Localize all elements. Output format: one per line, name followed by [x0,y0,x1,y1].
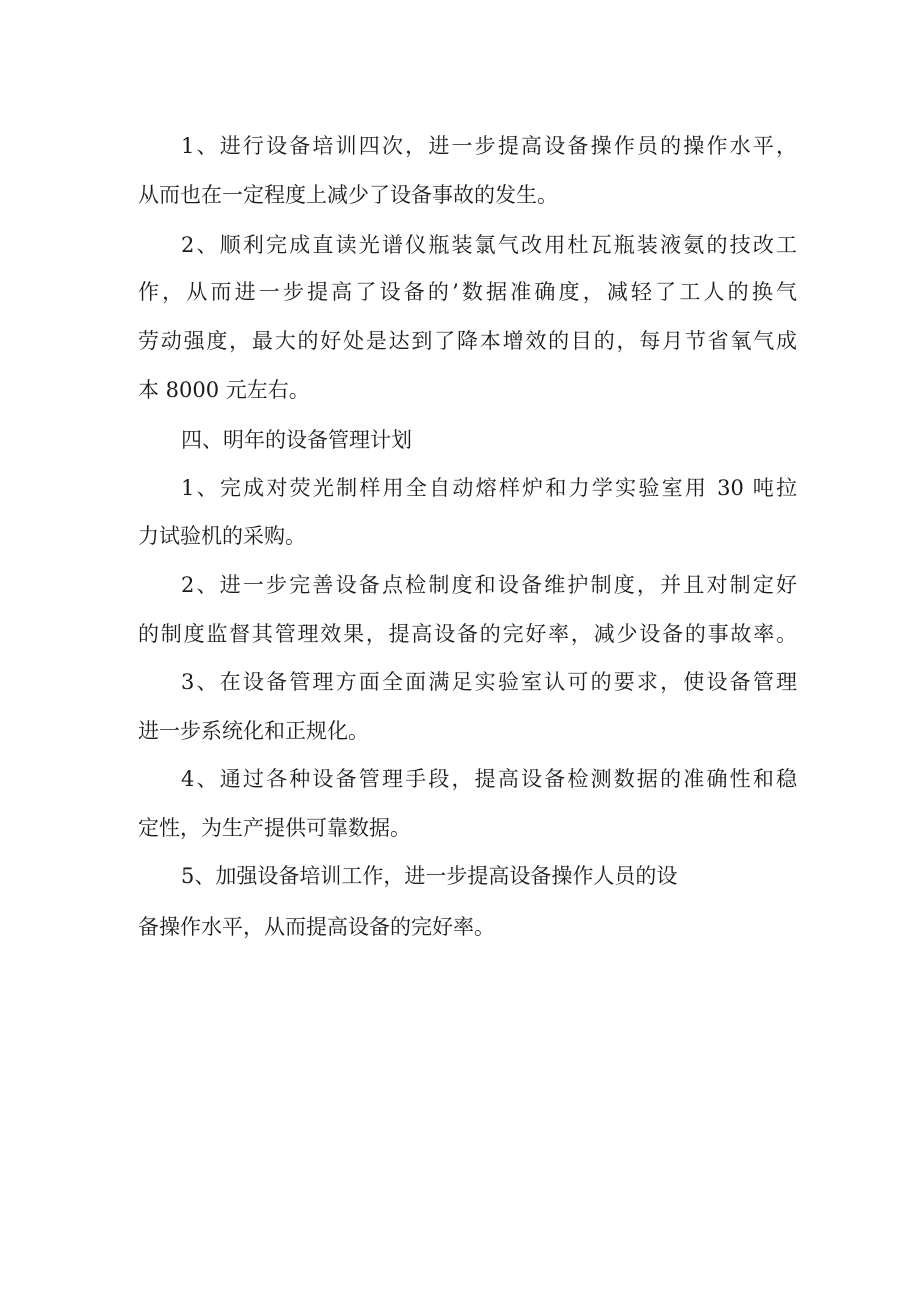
paragraph-2-line-2: 作，从而进一步提高了设备的’数据准确度，减轻了工人的换气 [138,280,797,304]
paragraph-7-line-2: 备操作水平，从而提高设备的完好率。 [138,915,495,939]
paragraph-5-line-2: 进一步系统化和正规化。 [138,719,369,743]
paragraph-4-line-2: 的制度监督其管理效果，提高设备的完好率，减少设备的事故率。 [138,622,797,646]
paragraph-2-line-1: 2、顺利完成直读光谱仪瓶装氯气改用杜瓦瓶装液氨的技改工 [181,233,797,257]
paragraph-6-line-1: 4、通过各种设备管理手段，提高设备检测数据的准确性和稳 [181,767,797,791]
paragraph-5-line-1: 3、在设备管理方面全面满足实验室认可的要求，使设备管理 [181,670,797,694]
paragraph-1-line-1: 1、进行设备培训四次，进一步提高设备操作员的操作水平， [181,134,797,158]
paragraph-6-line-2: 定性，为生产提供可靠数据。 [138,816,411,840]
paragraph-2-line-4: 本 8000 元左右。 [138,378,310,402]
paragraph-4-line-1: 2、进一步完善设备点检制度和设备维护制度，并且对制定好 [181,573,797,597]
paragraph-3-line-2: 力试验机的采购。 [138,524,306,548]
paragraph-7-line-1: 5、加强设备培训工作，进一步提高设备操作人员的设 [181,864,678,888]
section-heading: 四、明年的设备管理计划 [181,428,412,452]
paragraph-2-line-3: 劳动强度，最大的好处是达到了降本增效的目的，每月节省氧气成 [138,329,797,353]
paragraph-3-line-1: 1、完成对荧光制样用全自动熔样炉和力学实验室用 30 吨拉 [181,476,797,500]
paragraph-1-line-2: 从而也在一定程度上减少了设备事故的发生。 [138,183,558,207]
